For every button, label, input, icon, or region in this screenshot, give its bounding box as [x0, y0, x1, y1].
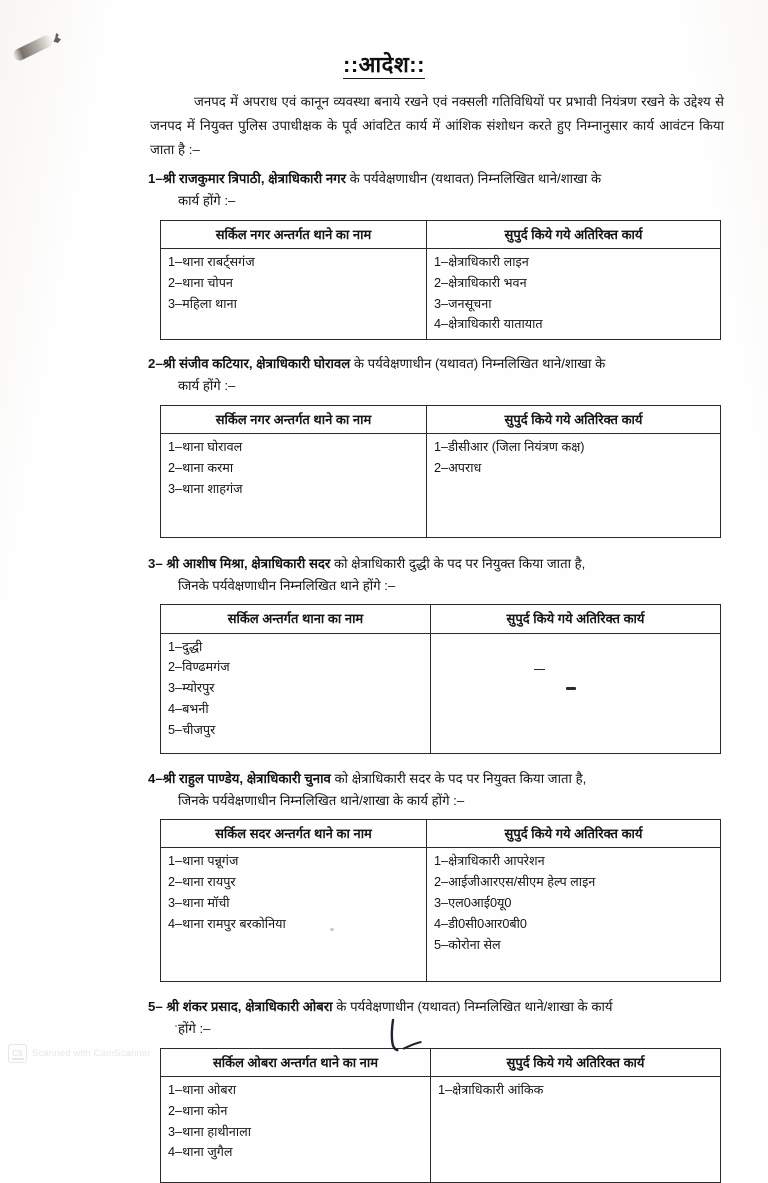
column-header-additional-duty: सुपुर्द किये गये अतिरिक्त कार्य	[427, 819, 721, 847]
section-1-continuation: कार्य होंगे :–	[178, 193, 236, 209]
section-4-continuation: जिनके पर्यवेक्षणाधीन निम्नलिखित थाने/शाखा के कार्य होंगे :–	[178, 792, 465, 808]
list-item: 3–एल0आई0यू0	[434, 895, 512, 910]
table-header-row	[161, 220, 721, 248]
camscanner-watermark-text: Scanned with CamScanner	[32, 1048, 151, 1059]
section-2-table-wrap	[160, 405, 724, 538]
section-5-continuation: होंगे :–	[178, 1021, 211, 1037]
section-2	[148, 353, 724, 538]
column-header-station-name: सर्किल नगर अन्तर्गत थाने का नाम	[161, 220, 427, 248]
list-item: 2–थाना कोन	[168, 1103, 228, 1118]
section-2-table	[160, 405, 721, 538]
table-row	[161, 633, 721, 753]
cell-duty-list	[427, 433, 721, 537]
section-3-rest: को क्षेत्राधिकारी दुद्धी के पद पर नियुक्त किया जाता है,	[330, 555, 586, 571]
list-item: 3–थाना मॉची	[168, 895, 230, 910]
list-item: 1–क्षेत्राधिकारी लाइन	[434, 254, 529, 269]
list-item: 1–थाना राबर्ट्सगंज	[168, 254, 255, 269]
cell-station-list	[161, 633, 431, 753]
list-item: 1–क्षेत्राधिकारी आपरेशन	[434, 854, 545, 869]
section-4-table	[160, 819, 721, 982]
cell-station-list	[161, 848, 427, 982]
dash-mark-icon	[566, 687, 576, 690]
station-list	[168, 637, 423, 741]
section-3-table-wrap	[160, 604, 724, 753]
cell-duty-empty	[431, 633, 721, 753]
section-1-number: 1–	[148, 171, 163, 187]
column-header-station-name: सर्किल सदर अन्तर्गत थाने का नाम	[161, 819, 427, 847]
station-list	[168, 252, 419, 314]
list-item: 4–डी0सी0आर0बी0	[434, 916, 527, 931]
section-3-table	[160, 604, 721, 753]
list-item: 3–म्योरपुर	[168, 681, 215, 696]
table-header-row	[161, 405, 721, 433]
column-header-additional-duty: सुपुर्द किये गये अतिरिक्त कार्य	[427, 405, 721, 433]
section-3-number: 3–	[148, 555, 163, 571]
section-5-heading	[148, 996, 724, 1040]
duty-list	[434, 252, 713, 335]
list-item: 2–विण्ढमगंज	[168, 660, 230, 675]
section-4-table-wrap	[160, 819, 724, 982]
table-row	[161, 248, 721, 339]
section-5-rest: के पर्यवेक्षणाधीन (यथावत) निम्नलिखित थाने/शाखा के कार्य	[332, 999, 613, 1015]
cell-station-list	[161, 1076, 431, 1182]
section-1-rest: के पर्यवेक्षणाधीन (यथावत) निम्नलिखित थाने/शाखा के	[346, 171, 602, 187]
section-4	[148, 768, 724, 983]
section-5-number: 5–	[148, 999, 163, 1015]
section-3-officer: श्री आशीष मिश्रा, क्षेत्राधिकारी सदर	[166, 555, 331, 571]
cell-duty-list	[431, 1076, 721, 1182]
section-5-table	[160, 1048, 721, 1183]
list-item: 1–क्षेत्राधिकारी आंकिक	[438, 1082, 544, 1097]
table-row	[161, 1076, 721, 1182]
section-2-officer: श्री संजीव कटियार, क्षेत्राधिकारी घोरावल	[162, 356, 351, 372]
section-1-heading	[148, 168, 724, 212]
column-header-station-name: सर्किल अन्तर्गत थाना का नाम	[161, 605, 431, 633]
section-1	[148, 168, 724, 340]
duty-list	[434, 851, 713, 955]
list-item: 2–थाना रायपुर	[168, 875, 236, 890]
list-item: 3–थाना शाहगंज	[168, 481, 243, 496]
section-5-officer: श्री शंकर प्रसाद, क्षेत्राधिकारी ओबरा	[166, 999, 333, 1015]
list-item: 3–महिला थाना	[168, 296, 237, 311]
table-row	[161, 848, 721, 982]
section-4-heading	[148, 768, 724, 812]
list-item: 1–थाना ओबरा	[168, 1082, 237, 1097]
table-header-row	[161, 1048, 721, 1076]
section-1-officer: श्री राजकुमार त्रिपाठी, क्षेत्राधिकारी नगर	[162, 171, 347, 187]
list-item: 2–क्षेत्राधिकारी भवन	[434, 275, 527, 290]
section-2-continuation: कार्य होंगे :–	[178, 378, 236, 394]
station-list	[168, 437, 419, 499]
cell-station-list	[161, 433, 427, 537]
dash-mark-icon	[534, 669, 545, 671]
list-item: 1–थाना घोरावल	[168, 439, 243, 454]
list-item: 1–डीसीआर (जिला नियंत्रण कक्ष)	[434, 439, 585, 454]
list-item: 3–जनसूचना	[434, 296, 492, 311]
list-item: 2–थाना चोपन	[168, 275, 233, 290]
section-3	[148, 553, 724, 754]
column-header-additional-duty: सुपुर्द किये गये अतिरिक्त कार्य	[431, 605, 721, 633]
title-block	[0, 52, 768, 79]
section-1-table-wrap	[160, 220, 724, 341]
station-list	[168, 1080, 423, 1163]
column-header-station-name: सर्किल ओबरा अन्तर्गत थाने का नाम	[161, 1048, 431, 1076]
duty-list	[434, 437, 713, 479]
section-3-continuation: जिनके पर्यवेक्षणाधीन निम्नलिखित थाने होंगे :–	[178, 578, 396, 594]
list-item: 3–थाना हाथीनाला	[168, 1124, 251, 1139]
section-4-officer: श्री राहुल पाण्डेय, क्षेत्राधिकारी चुनाव	[162, 770, 331, 786]
section-2-number: 2–	[148, 356, 163, 372]
list-item: 1–दुद्धी	[168, 639, 203, 654]
list-item: 2–आईजीआरएस/सीएम हेल्प लाइन	[434, 875, 596, 890]
cell-station-list	[161, 248, 427, 339]
section-5-table-wrap	[160, 1048, 724, 1183]
list-item: 5–चीजपुर	[168, 722, 216, 737]
list-item: 4–थाना रामपुर बरकोनिया	[168, 916, 286, 931]
section-2-rest: के पर्यवेक्षणाधीन (यथावत) निम्नलिखित थाने/शाखा के	[350, 356, 606, 372]
list-item: 1–थाना पन्नूगंज	[168, 854, 239, 869]
column-header-additional-duty: सुपुर्द किये गये अतिरिक्त कार्य	[427, 220, 721, 248]
duty-list	[438, 1080, 713, 1101]
section-5	[148, 996, 724, 1183]
cell-duty-list	[427, 848, 721, 982]
list-item: 5–कोरोना सेल	[434, 937, 501, 952]
intro-paragraph: जनपद में अपराध एवं कानून व्यवस्था बनाये रखने एवं नक्सली गतिविधियों पर प्रभावी नियंत्रण रखने के उद्देश्य से जनपद में नियुक्त पुलिस उपाधीक्षक के पूर्व आंवटित कार्य में आंशिक संशोधन करते हुए निम्नानुसार कार्य आवंटन किया जाता है :–	[150, 94, 724, 157]
section-4-rest: को क्षेत्राधिकारी सदर के पद पर नियुक्त किया जाता है,	[330, 770, 587, 786]
column-header-additional-duty: सुपुर्द किये गये अतिरिक्त कार्य	[431, 1048, 721, 1076]
list-item: 2–थाना करमा	[168, 460, 234, 475]
section-2-heading	[148, 353, 724, 397]
section-1-table	[160, 220, 721, 341]
cell-duty-list	[427, 248, 721, 339]
list-item: 4–क्षेत्राधिकारी यातायात	[434, 317, 543, 332]
table-row	[161, 433, 721, 537]
table-header-row	[161, 605, 721, 633]
table-header-row	[161, 819, 721, 847]
section-3-heading	[148, 553, 724, 597]
section-4-number: 4–	[148, 770, 163, 786]
list-item: 2–अपराध	[434, 460, 482, 475]
list-item: 4–थाना जुगैल	[168, 1145, 233, 1160]
list-item: 4–बभनी	[168, 702, 209, 717]
station-list	[168, 851, 419, 934]
column-header-station-name: सर्किल नगर अन्तर्गत थाने का नाम	[161, 405, 427, 433]
camscanner-logo-icon: CS	[8, 1044, 27, 1063]
page-title: ::आदेश::	[343, 52, 425, 79]
